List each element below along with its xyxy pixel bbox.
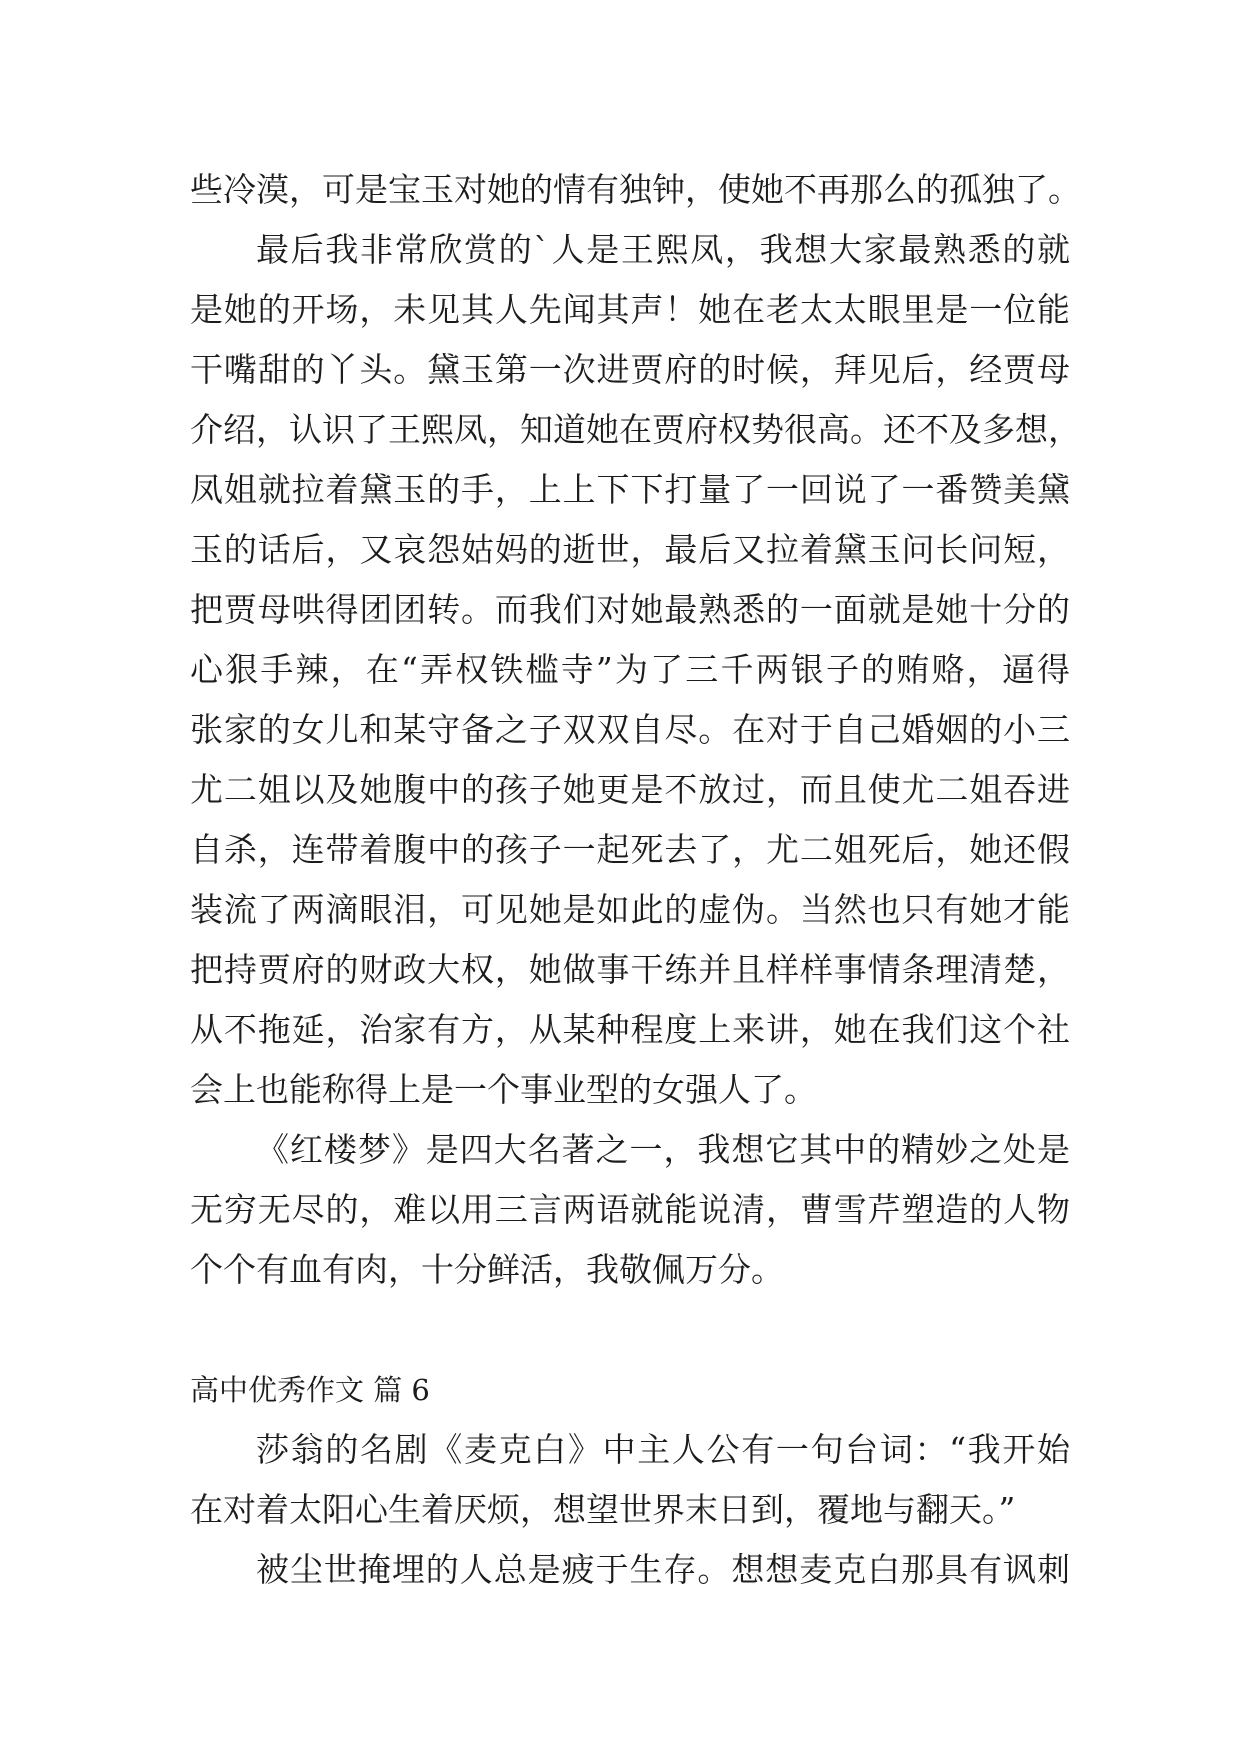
- paragraph-line: 装流了两滴眼泪，可见她是如此的虚伪。当然也只有她才能: [190, 890, 1070, 929]
- paragraph-line: 把持贾府的财政大权，她做事干练并且样样事情条理清楚，: [190, 950, 1070, 989]
- paragraph-line: 自杀，连带着腹中的孩子一起死去了，尤二姐死后，她还假: [190, 830, 1070, 869]
- paragraph-line: 心狠手辣，在“弄权铁槛寺”为了三千两银子的贿赂，逼得: [190, 650, 1070, 689]
- paragraph-line: 玉的话后，又哀怨姑妈的逝世，最后又拉着黛玉问长问短，: [190, 530, 1070, 569]
- paragraph-line: 把贾母哄得团团转。而我们对她最熟悉的一面就是她十分的: [190, 590, 1070, 629]
- essay-body: [190, 160, 1081, 1600]
- paragraph-line: 会上也能称得上是一个事业型的女强人了。: [190, 1070, 817, 1109]
- paragraph-line: 凤姐就拉着黛玉的手，上上下下打量了一回说了一番赞美黛: [190, 470, 1070, 509]
- paragraph-line: 张家的女儿和某守备之子双双自尽。在对于自己婚姻的小三: [190, 710, 1070, 749]
- paragraph-line: 尤二姐以及她腹中的孩子她更是不放过，而且使尤二姐吞进: [190, 770, 1070, 809]
- paragraph-line: 干嘴甜的丫头。黛玉第一次进贾府的时候，拜见后，经贾母: [190, 350, 1070, 389]
- paragraph-line: 被尘世掩埋的人总是疲于生存。想想麦克白那具有讽刺: [256, 1550, 1070, 1589]
- paragraph-line: 是她的开场，未见其人先闻其声！她在老太太眼里是一位能: [190, 290, 1070, 329]
- paragraph-line: 在对着太阳心生着厌烦，想望世界末日到，覆地与翻天。”: [190, 1490, 1016, 1529]
- paragraph-line: 个个有血有肉，十分鲜活，我敬佩万分。: [190, 1250, 784, 1289]
- paragraph-line: 介绍，认识了王熙凤，知道她在贾府权势很高。还不及多想，: [190, 410, 1081, 449]
- section-spacer: [190, 1300, 1070, 1360]
- paragraph-line: 莎翁的名剧《麦克白》中主人公有一句台词：“我开始: [256, 1430, 1070, 1469]
- section-heading: 高中优秀作文 篇 6: [190, 1373, 430, 1407]
- paragraph-line: 无穷无尽的，难以用三言两语就能说清，曹雪芹塑造的人物: [190, 1190, 1070, 1229]
- paragraph-line: 些冷漠，可是宝玉对她的情有独钟，使她不再那么的孤独了。: [190, 170, 1081, 209]
- paragraph-line: 最后我非常欣赏的`人是王熙凤，我想大家最熟悉的就: [256, 230, 1070, 269]
- paragraph-line: 从不拖延，治家有方，从某种程度上来讲，她在我们这个社: [190, 1010, 1070, 1049]
- paragraph-line: 《红楼梦》是四大名著之一，我想它其中的精妙之处是: [256, 1130, 1070, 1169]
